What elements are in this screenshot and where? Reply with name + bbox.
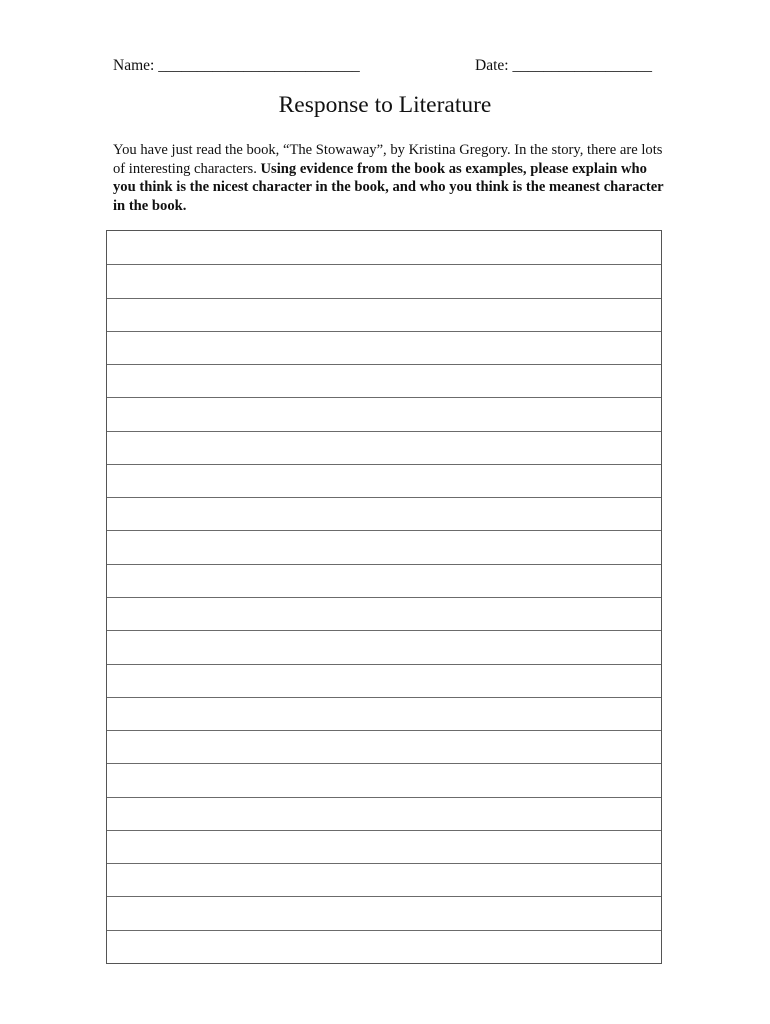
writing-line <box>107 730 661 731</box>
header-row <box>0 57 770 81</box>
writing-line <box>107 331 661 332</box>
writing-line <box>107 564 661 565</box>
writing-line <box>107 397 661 398</box>
writing-line <box>107 930 661 931</box>
name-blank[interactable]: __________________________ <box>158 57 360 74</box>
writing-line <box>107 896 661 897</box>
assignment-prompt <box>113 141 673 215</box>
writing-line <box>107 697 661 698</box>
writing-line <box>107 797 661 798</box>
writing-line <box>107 664 661 665</box>
writing-line <box>107 530 661 531</box>
writing-line <box>107 364 661 365</box>
writing-line <box>107 431 661 432</box>
writing-line <box>107 464 661 465</box>
writing-line <box>107 863 661 864</box>
writing-line <box>107 264 661 265</box>
date-label: Date: <box>475 57 509 74</box>
prompt-intro: You have just read the book, “The Stowaway”, by Kristina Gregory. In the story, there are lots of interesting characters. <box>113 142 663 177</box>
writing-line <box>107 830 661 831</box>
name-label: Name: <box>113 57 155 74</box>
name-field[interactable] <box>113 57 360 75</box>
page-title: Response to Literature <box>278 92 492 118</box>
answer-lines-box[interactable] <box>106 230 662 964</box>
date-blank[interactable]: __________________ <box>512 57 652 74</box>
writing-line <box>107 298 661 299</box>
writing-line <box>107 497 661 498</box>
date-field[interactable] <box>475 57 652 75</box>
writing-line <box>107 763 661 764</box>
writing-line <box>107 597 661 598</box>
prompt-instruction: Using evidence from the book as examples, please explain who you think is the nicest character in the book, and who you think is the meanest character in the book. <box>113 160 664 214</box>
writing-line <box>107 630 661 631</box>
